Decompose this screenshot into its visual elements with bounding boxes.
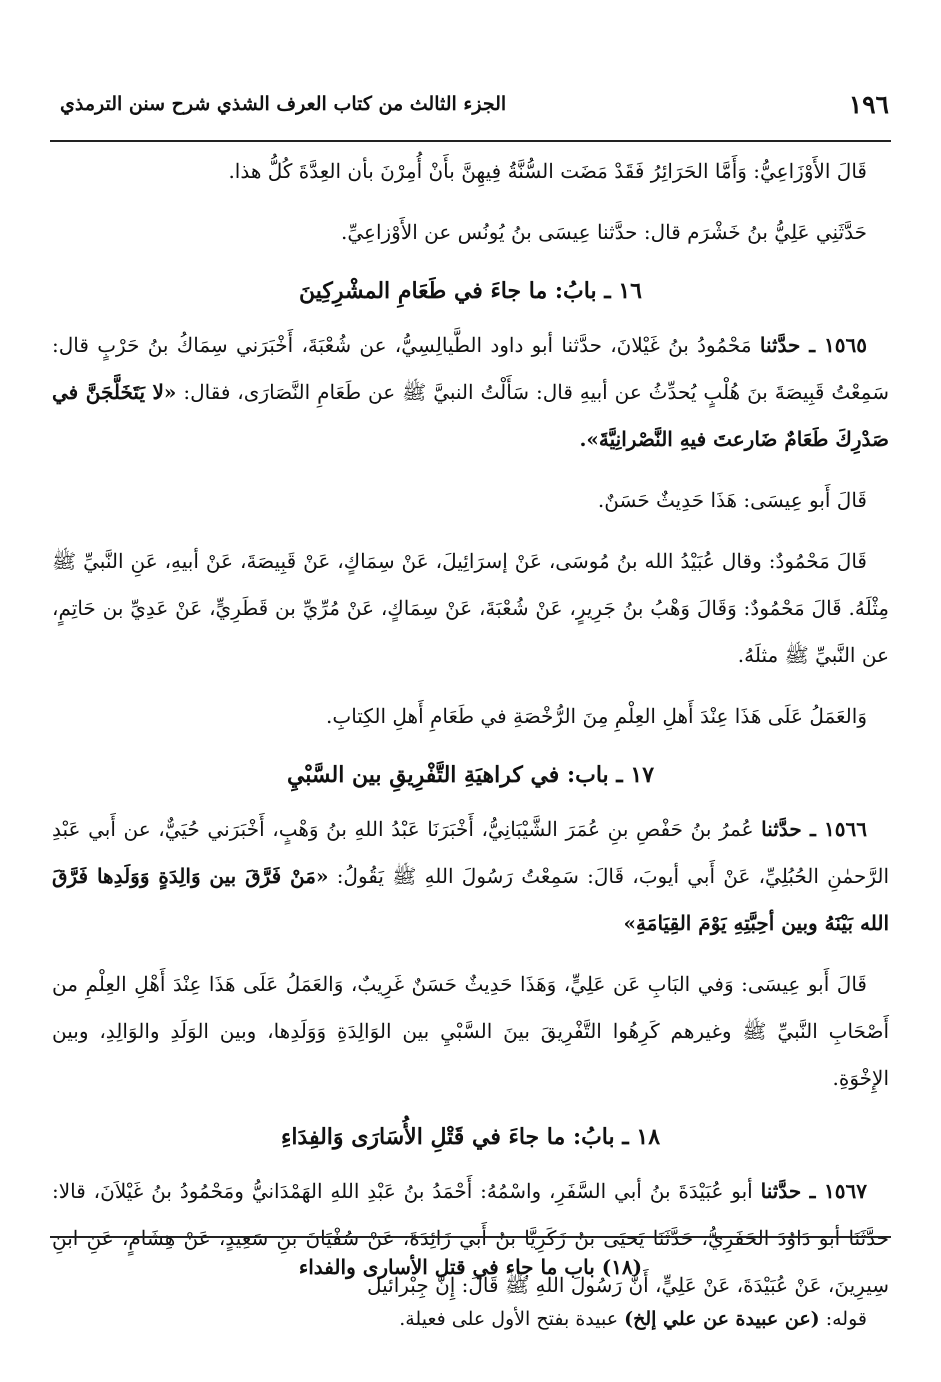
hadith-quote: «مَنْ فَرَّقَ بين وَالِدَةٍ وَوَلَدِها فَرَّقَ الله بَيْنَهُ وبين أحِبَّتِهِ يَوْمَ القِيَامَةِ» [52, 864, 889, 935]
footnote-rule [50, 1236, 891, 1238]
hadith-number: ١٥٦٦ ـ حدَّثنا [761, 817, 867, 841]
chapter-heading-18: ١٨ ـ بابُ: ما جاءَ في قَتْلِ الأُسَارَى وَالفِدَاءِ [280, 1124, 661, 1150]
commentary-text [52, 1299, 889, 1339]
page-number: ١٩٦ [848, 89, 889, 119]
commentary-rest: عبيدة بفتح الأول على فعيلة. [399, 1308, 619, 1330]
paragraph: قَالَ أَبو عِيسَى: وَفي البَابِ عَن عَلِيٍّ، وَهَذَا حَدِيثٌ حَسَنٌ غَرِيبٌ، وَالعَمَلُ عَلَى هَذَا عِنْدَ أَهْلِ العِلْمِ من أَصْحَابِ النَّبيِّ ﷺ وغيرهم كَرِهُوا التَّفْرِيقَ بينَ السَّبْيِ بين الوَالِدَةِ وَوَلَدِها، وبين الوَلَدِ والوَالِدِ، وبين الإِخْوَةِ. [52, 972, 889, 1090]
hadith-text: مَحْمُودُ بنُ غَيْلانَ، حدَّثنا أبو داود الطَّيالِسِيُّ، عن شُعْبَةَ، أَخْبَرَني سِمَاكُ بنُ حَرْبٍ قال: سَمِعْتُ قَبِيصَةَ بنَ هُلْبٍ يُحدِّثُ عن أبيهِ قال: سَأَلْتُ النبيَّ ﷺ عن طَعَامِ النَّصَارَى، فقال: [52, 333, 889, 404]
running-title: الجزء الثالث من كتاب العرف الشذي شرح سنن الترمذي [60, 93, 507, 115]
chapter-heading-17: ١٧ ـ باب: في كراهيَةِ التَّفْرِيقِ بين السَّبْيِ [286, 762, 655, 788]
page-header [60, 84, 889, 124]
paragraph: قَالَ الأَوْزَاعِيُّ: وَأَمَّا الحَرَائِرُ فَقَدْ مَضَت السُّنَّةُ فِيهِنَّ بأَنْ أُمِرْنَ بأن العِدَّةَ كُلُّ هذا. [228, 159, 867, 183]
commentary-lead: قوله: [825, 1308, 867, 1330]
hadith-text: أبو عُبَيْدَةَ بنُ أبي السَّفَرِ، واسْمُهُ: أَحْمَدُ بنُ عَبْدِ اللهِ الهَمْدَانيُّ ومَحْمُودُ بنُ غَيْلاَنَ، قالا: حدَّثَنَا أبو دَاوُدَ الحَفَرِيُّ، حَدَّثَنَا يَحيَى بنُ زَكَرِيَّا بنُ أَبي زَائِدَةَ، عَنْ سُفْيَانَ بنِ سَعِيدٍ، عَنْ هِشَامٍ، عَنِ ابنِ سِيرِينَ، عَنْ عُبَيْدَةَ، عَنْ عَلِيٍّ، أَنَّ رَسُولَ اللهِ ﷺ قَالَ: إِنَّ جِبْرائيل [52, 1179, 889, 1297]
chapter-heading-16: ١٦ ـ بابُ: ما جاءَ في طَعَامِ المشْرِكِينَ [299, 278, 642, 304]
hadith-number: ١٥٦٧ ـ حدَّثنا [760, 1179, 867, 1203]
hadith-number: ١٥٦٥ ـ حدَّثنا [759, 333, 867, 357]
hadith-1565 [52, 322, 889, 463]
paragraph: حَدَّثَنِي عَلِيُّ بنُ خَشْرَم قال: حدَّثنا عِيسَى بنُ يُونُس عن الأَوْزاعِيِّ. [340, 220, 867, 244]
commentary-heading: (١٨) باب ما جاء في قتل الأسارى والفداء [298, 1255, 643, 1279]
commentary-quote: (عن عبيدة عن علي إلخ) [624, 1308, 820, 1330]
paragraph: قَالَ مَحْمُودٌ: وقال عُبَيْدُ الله بنُ مُوسَى، عَنْ إسرَائِيلَ، عَنْ سِمَاكٍ، عَنْ قَبِيصَةَ، عَنْ أبيهِ، عَنِ النَّبيِّ ﷺ مِثْلَهُ. قَالَ مَحْمُودٌ: وَقَالَ وَهْبُ بنُ جَرِيرٍ، عَنْ شُعْبَةَ، عَنْ سِمَاكٍ، عَنْ مُرِّيِّ بن قَطَرِيٍّ، عَنْ عَدِيِّ بن حَاتِمٍ، عن النَّبيِّ ﷺ مثلَهُ. [52, 549, 889, 667]
hadith-quote: «لا يَتَخَلَّجَنَّ في صَدْرِكَ طَعَامٌ ضَارعتَ فيهِ النَّصْرانِيَّةَ». [52, 380, 889, 451]
paragraph: قَالَ أَبو عِيسَى: هَذَا حَدِيثٌ حَسَنٌ. [597, 488, 867, 512]
hadith-1566 [52, 806, 889, 947]
commentary [52, 1247, 889, 1353]
main-text [52, 148, 889, 1323]
header-rule [50, 140, 891, 142]
paragraph: وَالعَمَلُ عَلَى هَذَا عِنْدَ أَهلِ العِلْمِ مِنَ الرُّخْصَةِ في طَعَامِ أَهلِ الكِتابِ. [326, 704, 867, 728]
hadith-text: عُمرُ بنُ حَفْصِ بنِ عُمَرَ الشَّيْبَانِيُّ، أَخْبَرَنَا عَبْدُ اللهِ بنُ وَهْبٍ، أَخْبَرَني حُيَيٌّ، عن أَبي عَبْدِ الرَّحمٰنِ الحُبُلِيِّ، عَنْ أَبي أيوبَ، قَالَ: سَمِعْتُ رَسُولَ اللهِ ﷺ يَقُولُ: [52, 817, 890, 888]
